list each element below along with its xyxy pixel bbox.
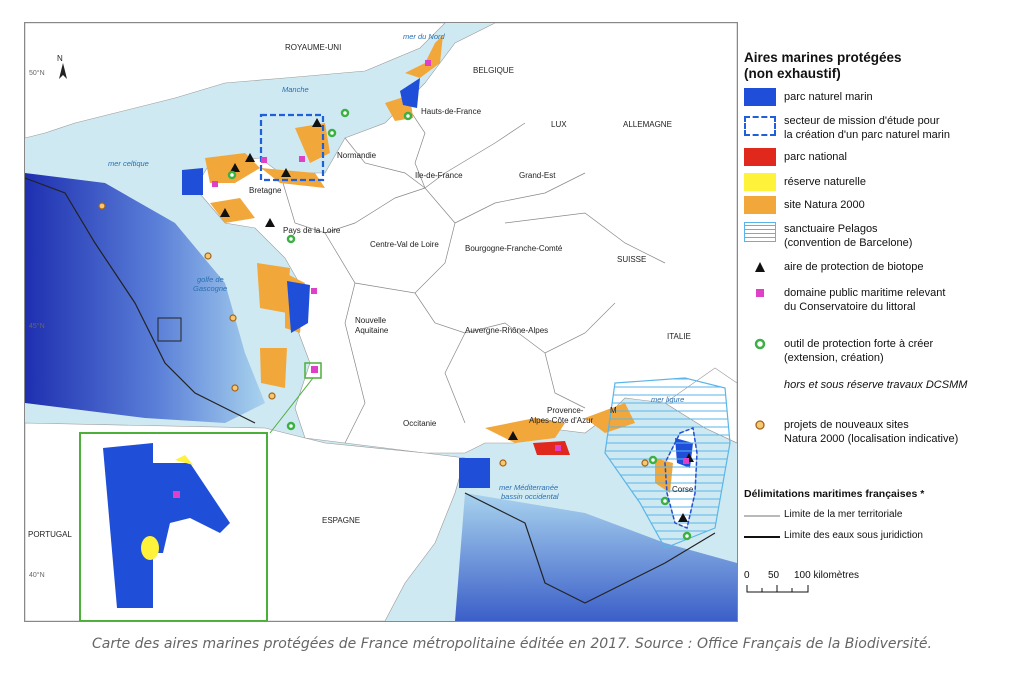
legend-label-projets-2: Natura 2000 (localisation indicative) bbox=[784, 433, 959, 445]
legend-label-outil-1: outil de protection forte à créer bbox=[784, 338, 934, 350]
swatch-rn bbox=[744, 173, 776, 191]
legend-label-mission-1: secteur de mission d'étude pour bbox=[784, 115, 940, 127]
orange-circle-icon bbox=[744, 418, 776, 432]
label-mer-celtique: mer celtique bbox=[108, 159, 149, 168]
scale-label-100: 100 kilomètres bbox=[794, 570, 860, 581]
label-belgique: BELGIQUE bbox=[473, 66, 514, 75]
label-nouvelle: Nouvelle bbox=[355, 316, 387, 325]
legend-label-mission-2: la création d'un parc naturel marin bbox=[784, 129, 950, 141]
legend-label-conservatoire-2: du Conservatoire du littoral bbox=[784, 301, 916, 313]
label-med-1: mer Méditerranée bbox=[499, 483, 559, 492]
swatch-pelagos bbox=[744, 222, 776, 242]
label-pdl: Pays de la Loire bbox=[283, 226, 341, 235]
swatch-natura bbox=[744, 196, 776, 214]
legend-label-projets-1: projets de nouveaux sites bbox=[784, 419, 909, 431]
label-italie: ITALIE bbox=[667, 332, 691, 341]
green-circle-icon bbox=[744, 337, 776, 351]
scale-ticks bbox=[746, 584, 810, 594]
legend-title: Aires marines protégées bbox=[744, 50, 902, 65]
figure-caption: Carte des aires marines protégées de France métropolitaine éditée en 2017. Source : Office Français de la Biodiversité. bbox=[92, 636, 932, 652]
legend-label-territorial: Limite de la mer territoriale bbox=[784, 509, 903, 520]
label-aquitaine: Aquitaine bbox=[355, 326, 389, 335]
label-bretagne: Bretagne bbox=[249, 186, 282, 195]
legend-label-pn: parc national bbox=[784, 151, 847, 163]
coord-45n: 45°N bbox=[29, 323, 45, 330]
legend-subtitle: (non exhaustif) bbox=[744, 66, 841, 81]
legend-label-conservatoire-1: domaine public maritime relevant bbox=[784, 287, 946, 299]
scale-bar bbox=[744, 570, 904, 600]
legend-label-pelagos-1: sanctuaire Pelagos bbox=[784, 223, 878, 235]
swatch-pnm bbox=[744, 88, 776, 106]
label-occitanie: Occitanie bbox=[403, 419, 437, 428]
label-mer-du-nord: mer du Nord bbox=[403, 32, 445, 41]
label-uk: ROYAUME-UNI bbox=[285, 43, 342, 52]
label-med-2: bassin occidental bbox=[501, 492, 559, 501]
svg-text:N: N bbox=[57, 54, 63, 63]
swatch-pn bbox=[744, 148, 776, 166]
coord-50n: 50°N bbox=[29, 70, 45, 77]
label-hdf: Hauts-de-France bbox=[421, 107, 482, 116]
label-ara: Auvergne-Rhône-Alpes bbox=[465, 326, 549, 335]
inset bbox=[80, 433, 267, 621]
coord-40n: 40°N bbox=[29, 572, 45, 579]
label-allemagne: ALLEMAGNE bbox=[623, 120, 672, 129]
label-espagne: ESPAGNE bbox=[322, 516, 361, 525]
scale-label-0: 0 bbox=[744, 570, 750, 581]
label-manche: Manche bbox=[282, 85, 309, 94]
legend-label-pelagos-2: (convention de Barcelone) bbox=[784, 237, 913, 249]
label-suisse: SUISSE bbox=[617, 255, 647, 264]
label-gascogne: Gascogne bbox=[193, 284, 228, 293]
legend-label-rn: réserve naturelle bbox=[784, 176, 866, 188]
legend-label-jurisdiction: Limite des eaux sous juridiction bbox=[784, 530, 923, 541]
label-idf: Ile-de-France bbox=[415, 171, 463, 180]
label-normandie: Normandie bbox=[337, 151, 377, 160]
parc-national bbox=[533, 441, 570, 455]
land-uk bbox=[25, 23, 445, 138]
label-monaco: M bbox=[610, 406, 617, 415]
legend-label-outil-2: (extension, création) bbox=[784, 352, 884, 364]
map-frame bbox=[24, 22, 738, 622]
legend bbox=[744, 50, 1014, 610]
delimitations-title: Délimitations maritimes françaises * bbox=[744, 488, 925, 500]
label-mer-ligure: mer ligure bbox=[651, 395, 685, 404]
label-cvl: Centre-Val de Loire bbox=[370, 240, 439, 249]
line-black-swatch bbox=[744, 536, 780, 538]
legend-label-biotope: aire de protection de biotope bbox=[784, 261, 924, 273]
scale-label-50: 50 bbox=[768, 570, 780, 581]
legend-note-dcsmm: hors et sous réserve travaux DCSMM bbox=[784, 379, 968, 391]
line-grey-swatch bbox=[744, 515, 780, 517]
label-portugal: PORTUGAL bbox=[28, 530, 72, 539]
swatch-mission bbox=[744, 116, 776, 136]
map-canvas bbox=[25, 23, 737, 621]
label-paca-2: Alpes-Côte d'Azur bbox=[529, 416, 594, 425]
label-bfc: Bourgogne-Franche-Comté bbox=[465, 244, 563, 253]
legend-label-pnm: parc naturel marin bbox=[784, 91, 873, 103]
triangle-icon bbox=[744, 260, 776, 274]
label-golfe: golfe de bbox=[197, 275, 224, 284]
label-lux: LUX bbox=[551, 120, 567, 129]
legend-label-natura: site Natura 2000 bbox=[784, 199, 865, 211]
label-paca-1: Provence- bbox=[547, 406, 584, 415]
label-grand-est: Grand-Est bbox=[519, 171, 556, 180]
label-corse: Corse bbox=[672, 485, 694, 494]
square-icon bbox=[756, 289, 764, 297]
